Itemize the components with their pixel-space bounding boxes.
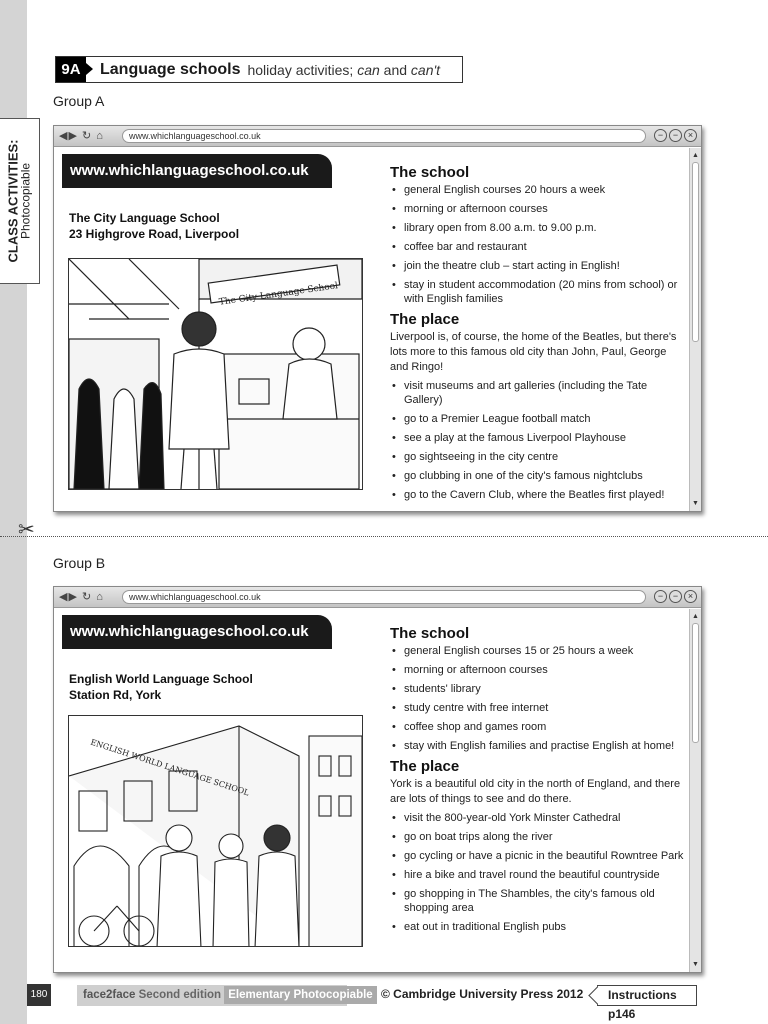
browser-window-b xyxy=(53,586,702,973)
list-item: • general English courses 20 hours a week xyxy=(390,183,686,197)
close-icon[interactable]: × xyxy=(684,129,697,142)
site-banner: www.whichlanguageschool.co.uk xyxy=(62,154,332,188)
list-item: • morning or afternoon courses xyxy=(390,202,686,216)
url-field[interactable]: www.whichlanguageschool.co.uk xyxy=(122,129,646,143)
list-item: • eat out in traditional English pubs xyxy=(390,920,686,934)
list-item: • see a play at the famous Liverpool Playhouse xyxy=(390,431,686,445)
group-b-label: Group B xyxy=(53,555,106,571)
scroll-up-icon[interactable]: ▲ xyxy=(692,152,699,159)
minimize-icon[interactable]: − xyxy=(654,590,667,603)
list-item: • visit museums and art galleries (including the Tate Gallery) xyxy=(390,379,686,407)
info-column xyxy=(390,164,686,507)
list-item: • join the theatre club – start acting in English! xyxy=(390,259,686,273)
list-item: • study centre with free internet xyxy=(390,701,686,715)
maximize-icon[interactable]: − xyxy=(669,590,682,603)
school-list xyxy=(390,644,686,753)
place-description: York is a beautiful old city in the north of England, and there are lots of things to see and do there. xyxy=(390,778,681,805)
school-name: English World Language School xyxy=(69,672,253,686)
side-tab xyxy=(0,118,40,284)
scroll-down-icon[interactable]: ▼ xyxy=(692,961,699,968)
instructions-link[interactable]: Instructions p146 xyxy=(597,985,697,1006)
browser-nav-icons[interactable]: ◀▶ ↻ ⌂ xyxy=(59,130,104,142)
list-item: • students' library xyxy=(390,682,686,696)
browser-nav-icons[interactable]: ◀▶ ↻ ⌂ xyxy=(59,591,104,603)
scrollbar[interactable] xyxy=(689,148,701,511)
list-item: • coffee bar and restaurant xyxy=(390,240,686,254)
place-description: Liverpool is, of course, the home of the Beatles, but there's lots more to this famous old city than John, Paul, George and Ringo! xyxy=(390,331,677,373)
place-heading: The place xyxy=(390,758,460,775)
illustration-sign-text: ENGLISH WORLD LANGUAGE SCHOOL xyxy=(89,737,251,798)
group-a-label: Group A xyxy=(53,93,105,109)
list-item: • stay in student accommodation (20 mins from school) or with English families xyxy=(390,278,686,306)
brand-bar xyxy=(77,985,373,1006)
scroll-thumb[interactable] xyxy=(692,623,699,743)
school-name: The City Language School xyxy=(69,211,220,225)
school-heading: The school xyxy=(390,164,470,181)
brand-name: face2face xyxy=(83,989,136,1001)
list-item: • general English courses 15 or 25 hours a week xyxy=(390,644,686,658)
scissors-icon: ✂ xyxy=(18,519,35,541)
list-item: • hire a bike and travel round the beautiful countryside xyxy=(390,868,686,882)
list-item: • go to a Premier League football match xyxy=(390,412,686,426)
scrollbar[interactable] xyxy=(689,609,701,972)
list-item: • go cycling or have a picnic in the beautiful Rowntree Park xyxy=(390,849,686,863)
page-number: 180 xyxy=(27,984,51,1006)
illustration-york-street xyxy=(68,715,363,947)
scroll-up-icon[interactable]: ▲ xyxy=(692,613,699,620)
school-list xyxy=(390,183,686,306)
york-drawing xyxy=(69,716,362,947)
cut-line xyxy=(0,536,768,537)
scroll-thumb[interactable] xyxy=(692,162,699,342)
brand-subtitle: Elementary Photocopiable xyxy=(224,986,376,1004)
school-address: 23 Highgrove Road, Liverpool xyxy=(69,227,240,241)
list-item: • go sightseeing in the city centre xyxy=(390,450,686,464)
school-address: Station Rd, York xyxy=(69,688,162,702)
place-heading: The place xyxy=(390,311,460,328)
illustration-school-reception xyxy=(68,258,363,490)
reception-drawing xyxy=(69,259,362,489)
school-info xyxy=(69,210,239,242)
list-item: • go shopping in The Shambles, the city's famous old shopping area xyxy=(390,887,686,915)
page-title: Language schools xyxy=(100,60,241,78)
side-label-line2: Photocopiable xyxy=(18,162,33,240)
maximize-icon[interactable]: − xyxy=(669,129,682,142)
url-field[interactable]: www.whichlanguageschool.co.uk xyxy=(122,590,646,604)
site-banner: www.whichlanguageschool.co.uk xyxy=(62,615,332,649)
copyright: © Cambridge University Press 2012 xyxy=(381,987,584,1001)
list-item: • go on boat trips along the river xyxy=(390,830,686,844)
minimize-icon[interactable]: − xyxy=(654,129,667,142)
page-subtitle: holiday activities; can and can't xyxy=(247,61,441,78)
school-heading: The school xyxy=(390,625,470,642)
list-item: • library open from 8.00 a.m. to 9.00 p.m. xyxy=(390,221,686,235)
footer xyxy=(0,982,768,1021)
scroll-down-icon[interactable]: ▼ xyxy=(692,500,699,507)
list-item: • go clubbing in one of the city's famous nightclubs xyxy=(390,469,686,483)
list-item: • coffee shop and games room xyxy=(390,720,686,734)
browser-toolbar xyxy=(54,587,701,608)
title-box xyxy=(55,56,463,83)
place-list xyxy=(390,811,686,934)
illustration-sign-text: The City Language School xyxy=(218,281,339,308)
side-label-line1: CLASS ACTIVITIES: xyxy=(5,139,21,263)
info-column xyxy=(390,625,686,939)
browser-window-a xyxy=(53,125,702,512)
unit-number: 9A xyxy=(56,57,86,82)
close-icon[interactable]: × xyxy=(684,590,697,603)
school-info xyxy=(69,671,253,703)
list-item: • stay with English families and practise English at home! xyxy=(390,739,686,753)
brand-edition: Second edition xyxy=(138,989,222,1001)
list-item: • morning or afternoon courses xyxy=(390,663,686,677)
list-item: • go to the Cavern Club, where the Beatles first played! xyxy=(390,488,686,502)
browser-toolbar xyxy=(54,126,701,147)
place-list xyxy=(390,379,686,502)
list-item: • visit the 800-year-old York Minster Cathedral xyxy=(390,811,686,825)
